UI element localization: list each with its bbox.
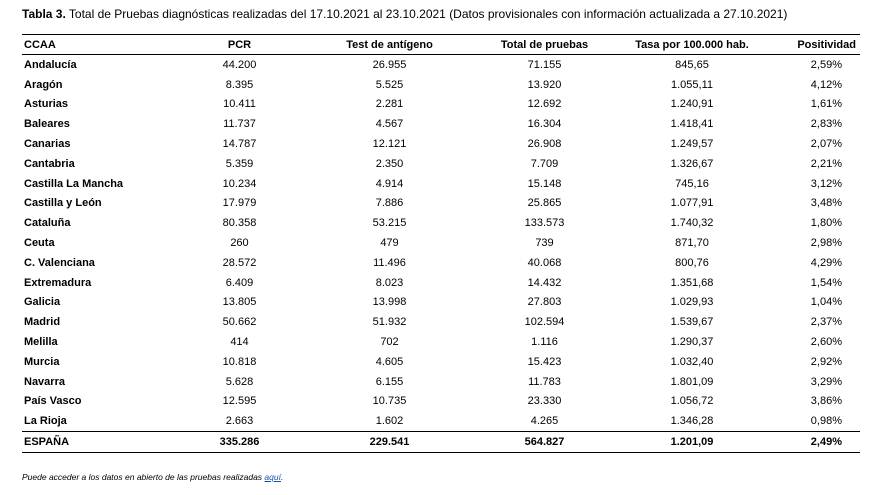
cell-antigen: 2.281: [375, 98, 404, 111]
cell-region: Castilla y León: [24, 197, 102, 210]
cell-pcr: 5.359: [225, 157, 254, 170]
cell-region: C. Valenciana: [24, 256, 95, 269]
cell-pcr: 6.409: [225, 276, 254, 289]
footnote-link[interactable]: aquí: [264, 472, 281, 482]
cell-rate: 1.032,40: [670, 355, 714, 368]
cell-total: 14.432: [527, 276, 562, 289]
cell-region: Canarias: [24, 138, 71, 151]
total-cell-rate: 1.201,09: [617, 432, 767, 453]
cell-rate: 1.418,41: [670, 118, 714, 131]
cell-region: Cantabria: [24, 157, 75, 170]
cell-total: 16.304: [527, 118, 562, 131]
total-cell-positivity: 2,49%: [767, 432, 860, 453]
cell-region: Aragón: [24, 78, 63, 91]
table-row: [22, 213, 860, 233]
cell-rate: 1.801,09: [670, 375, 714, 388]
cell-pcr: 80.358: [222, 217, 257, 230]
cell-pcr: 10.818: [222, 355, 257, 368]
cell-positivity: 4,12%: [810, 78, 842, 91]
cell-antigen: 6.155: [375, 375, 404, 388]
total-cell-pcr: 335.286: [172, 432, 307, 453]
cell-rate: 1.539,67: [670, 316, 714, 329]
cell-pcr: 13.805: [222, 296, 257, 309]
cell-antigen: 51.932: [372, 316, 407, 329]
table-row: [22, 134, 860, 154]
cell-total: 4.265: [530, 415, 559, 428]
cell-rate: 1.290,37: [670, 336, 714, 349]
column-header-pcr: PCR: [172, 35, 307, 55]
cell-total: 27.803: [527, 296, 562, 309]
table-row: [22, 114, 860, 134]
table-row: [22, 55, 860, 75]
cell-positivity: 2,07%: [810, 138, 842, 151]
table-row: [22, 253, 860, 273]
total-cell-total: 564.827: [472, 432, 617, 453]
table-footer: [22, 432, 860, 453]
cell-positivity: 3,12%: [810, 177, 842, 190]
cell-positivity: 3,86%: [810, 395, 842, 408]
cell-rate: 1.056,72: [670, 395, 714, 408]
cell-region: La Rioja: [24, 415, 67, 428]
total-row: [22, 432, 860, 453]
table-caption: [22, 7, 787, 21]
cell-positivity: 2,98%: [810, 237, 842, 250]
cell-rate: 1.029,93: [670, 296, 714, 309]
cell-positivity: 2,92%: [810, 355, 842, 368]
cell-pcr: 2.663: [225, 415, 254, 428]
cell-positivity: 1,04%: [810, 296, 842, 309]
cell-positivity: 2,37%: [810, 316, 842, 329]
cell-region: Madrid: [24, 316, 61, 329]
cell-rate: 1.240,91: [670, 98, 714, 111]
footnote: [22, 472, 283, 482]
table-row: [22, 273, 860, 293]
cell-total: 15.423: [527, 355, 562, 368]
cell-region: Andalucía: [24, 58, 77, 71]
table-row: [22, 95, 860, 115]
cell-antigen: 5.525: [375, 78, 404, 91]
table-row: [22, 332, 860, 352]
cell-rate: 1.249,57: [670, 138, 714, 151]
cell-region: Murcia: [24, 355, 60, 368]
cell-total: 11.783: [528, 375, 561, 388]
cell-positivity: 1,80%: [810, 217, 842, 230]
cell-region: Galicia: [24, 296, 61, 309]
cell-region: Asturias: [24, 98, 69, 111]
cell-pcr: 5.628: [225, 375, 254, 388]
cell-rate: 1.326,67: [670, 157, 714, 170]
cell-pcr: 8.395: [225, 78, 254, 91]
cell-rate: 800,76: [675, 256, 709, 269]
cell-pcr: 260: [230, 237, 249, 250]
column-header-total: Total de pruebas: [472, 35, 617, 55]
cell-rate: 1.346,28: [670, 415, 714, 428]
cell-total: 71.155: [527, 58, 562, 71]
cell-positivity: 2,83%: [810, 118, 842, 131]
column-header-positivity: Positividad: [767, 35, 860, 55]
table-caption-text: Total de Pruebas diagnósticas realizadas del 17.10.2021 al 23.10.2021 (Datos provisionales con información actualizada a 27.10.2021): [65, 7, 788, 21]
cell-positivity: 3,29%: [810, 375, 842, 388]
cell-pcr: 14.787: [222, 138, 257, 151]
cell-region: Cataluña: [24, 217, 71, 230]
cell-total: 133.573: [524, 217, 565, 230]
cell-rate: 745,16: [675, 177, 709, 190]
cell-antigen: 11.496: [373, 256, 406, 269]
table-row: [22, 154, 860, 174]
total-cell-region: ESPAÑA: [22, 432, 172, 453]
cell-pcr: 12.595: [222, 395, 257, 408]
cell-total: 23.330: [527, 395, 562, 408]
cell-antigen: 7.886: [375, 197, 404, 210]
cell-antigen: 10.735: [372, 395, 407, 408]
table-row: [22, 372, 860, 392]
cell-total: 13.920: [527, 78, 562, 91]
cell-rate: 1.077,91: [670, 197, 714, 210]
cell-total: 739: [535, 237, 554, 250]
cell-antigen: 4.914: [375, 177, 404, 190]
cell-pcr: 17.979: [222, 197, 257, 210]
table-row: [22, 75, 860, 95]
table-row: [22, 293, 860, 313]
cell-pcr: 28.572: [222, 256, 257, 269]
total-cell-antigen: 229.541: [307, 432, 472, 453]
cell-antigen: 53.215: [372, 217, 407, 230]
cell-antigen: 1.602: [375, 415, 404, 428]
header-row: [22, 35, 860, 55]
cell-total: 40.068: [527, 256, 562, 269]
cell-rate: 845,65: [675, 58, 709, 71]
table-row: [22, 411, 860, 431]
cell-region: Melilla: [24, 336, 58, 349]
table-row: [22, 392, 860, 412]
table-row: [22, 312, 860, 332]
cell-rate: 1.055,11: [670, 78, 713, 91]
cell-antigen: 8.023: [375, 276, 404, 289]
cell-rate: 1.740,32: [670, 217, 714, 230]
column-header-antigen: Test de antígeno: [307, 35, 472, 55]
cell-antigen: 2.350: [375, 157, 404, 170]
cell-rate: 871,70: [675, 237, 709, 250]
cell-antigen: 702: [380, 336, 399, 349]
table-row: [22, 233, 860, 253]
cell-pcr: 10.234: [222, 177, 257, 190]
cell-pcr: 44.200: [222, 58, 257, 71]
cell-total: 15.148: [527, 177, 562, 190]
table-header: [22, 35, 860, 55]
footnote-text: Puede acceder a los datos en abierto de las pruebas realizadas: [22, 472, 265, 482]
cell-antigen: 13.998: [372, 296, 407, 309]
cell-antigen: 12.121: [372, 138, 407, 151]
cell-region: País Vasco: [24, 395, 82, 408]
cell-positivity: 1,54%: [810, 276, 842, 289]
footnote-end: .: [280, 472, 284, 482]
cell-total: 7.709: [530, 157, 559, 170]
cell-pcr: 11.737: [223, 118, 256, 131]
cell-antigen: 4.605: [375, 355, 404, 368]
cell-rate: 1.351,68: [670, 276, 714, 289]
cell-positivity: 2,21%: [810, 157, 842, 170]
cell-total: 26.908: [527, 138, 562, 151]
cell-total: 102.594: [524, 316, 565, 329]
table-row: [22, 352, 860, 372]
cell-positivity: 3,48%: [810, 197, 842, 210]
cell-antigen: 479: [380, 237, 399, 250]
table-caption-label: Tabla 3.: [22, 7, 66, 21]
cell-pcr: 10.411: [223, 98, 256, 111]
cell-total: 12.692: [527, 98, 562, 111]
cell-region: Extremadura: [24, 276, 92, 289]
column-header-rate: Tasa por 100.000 hab.: [617, 35, 767, 55]
cell-region: Castilla La Mancha: [24, 177, 124, 190]
cell-positivity: 0,98%: [810, 415, 842, 428]
cell-antigen: 26.955: [372, 58, 407, 71]
table-body: [22, 55, 860, 432]
cell-total: 25.865: [527, 197, 562, 210]
cell-region: Ceuta: [24, 237, 55, 250]
cell-region: Navarra: [24, 375, 65, 388]
table-row: [22, 194, 860, 214]
cell-region: Baleares: [24, 118, 70, 131]
table-row: [22, 174, 860, 194]
cell-positivity: 2,59%: [810, 58, 842, 71]
column-header-region: CCAA: [22, 35, 172, 55]
cell-total: 1.116: [531, 336, 558, 349]
cell-pcr: 50.662: [222, 316, 257, 329]
cell-positivity: 1,61%: [810, 98, 842, 111]
cell-antigen: 4.567: [375, 118, 404, 131]
tests-table: [22, 34, 860, 453]
cell-positivity: 4,29%: [810, 256, 842, 269]
cell-positivity: 2,60%: [810, 336, 842, 349]
cell-pcr: 414: [230, 336, 249, 349]
